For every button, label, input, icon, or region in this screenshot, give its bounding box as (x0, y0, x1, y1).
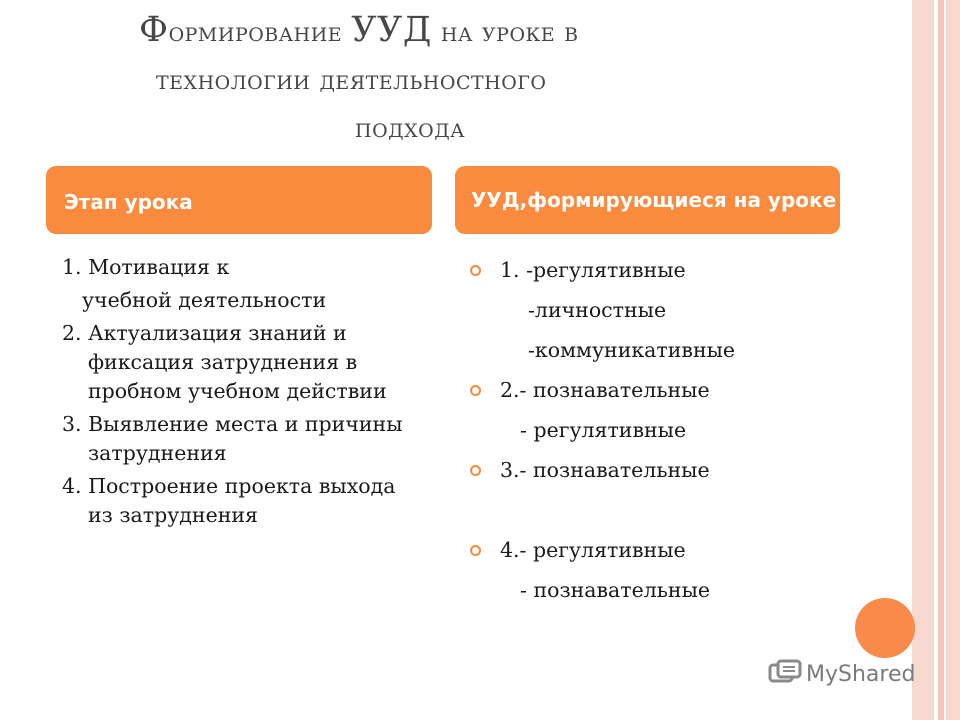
title-line-1 (60, 6, 860, 57)
uud-list (470, 256, 850, 616)
list-item-text: -коммуникативные (528, 338, 736, 362)
bullet-icon (470, 385, 481, 396)
list-item-text: 4.- регулятивные (500, 538, 686, 562)
myshared-logo-icon (768, 659, 802, 689)
list-item (470, 576, 850, 616)
list-item (470, 336, 850, 376)
title-line-2: технологии деятельностного (156, 65, 547, 96)
title-text: ормирование (168, 17, 352, 48)
bullet-icon (470, 545, 481, 556)
list-item-text: 3.- познавательные (500, 458, 710, 482)
title-line-3: подхода (355, 113, 466, 144)
title-abbr: УУД (351, 10, 432, 50)
list-item-text: - познавательные (520, 578, 711, 602)
list-item (470, 296, 850, 336)
list-item: 3. Выявление места и причины затруднения (62, 412, 403, 465)
list-item: 1. Мотивация к (62, 255, 230, 279)
list-item: 4. Построение проекта выхода из затруднения (62, 474, 396, 527)
list-item-text: 2.- познавательные (500, 378, 710, 402)
lesson-stages-list (62, 253, 422, 534)
myshared-logo (768, 656, 915, 692)
list-item (470, 536, 850, 576)
list-item-text: - регулятивные (520, 418, 687, 442)
list-item-text: 1. -регулятивные (500, 258, 686, 282)
list-item (470, 416, 850, 456)
list-item (470, 456, 850, 496)
list-item-continuation: учебной деятельности (82, 288, 327, 312)
header-uud: УУД,формирующиеся на уроке (455, 166, 840, 234)
decor-circle (855, 598, 915, 658)
decor-stripe (912, 0, 934, 720)
list-item (470, 256, 850, 296)
list-item (470, 376, 850, 416)
title-text: на уроке в (431, 17, 579, 48)
list-item-text: -личностные (528, 298, 667, 322)
bullet-icon (470, 265, 481, 276)
list-item: 2. Актуализация знаний и фиксация затруднения в пробном учебном действии (62, 321, 387, 403)
header-lesson-stage: Этап урока (46, 166, 432, 234)
logo-text: MyShared (806, 661, 916, 687)
bullet-icon (470, 465, 481, 476)
decor-stripe (946, 0, 960, 720)
list-spacer (470, 496, 850, 536)
title-initial: Ф (139, 10, 169, 50)
slide-title (60, 6, 860, 153)
